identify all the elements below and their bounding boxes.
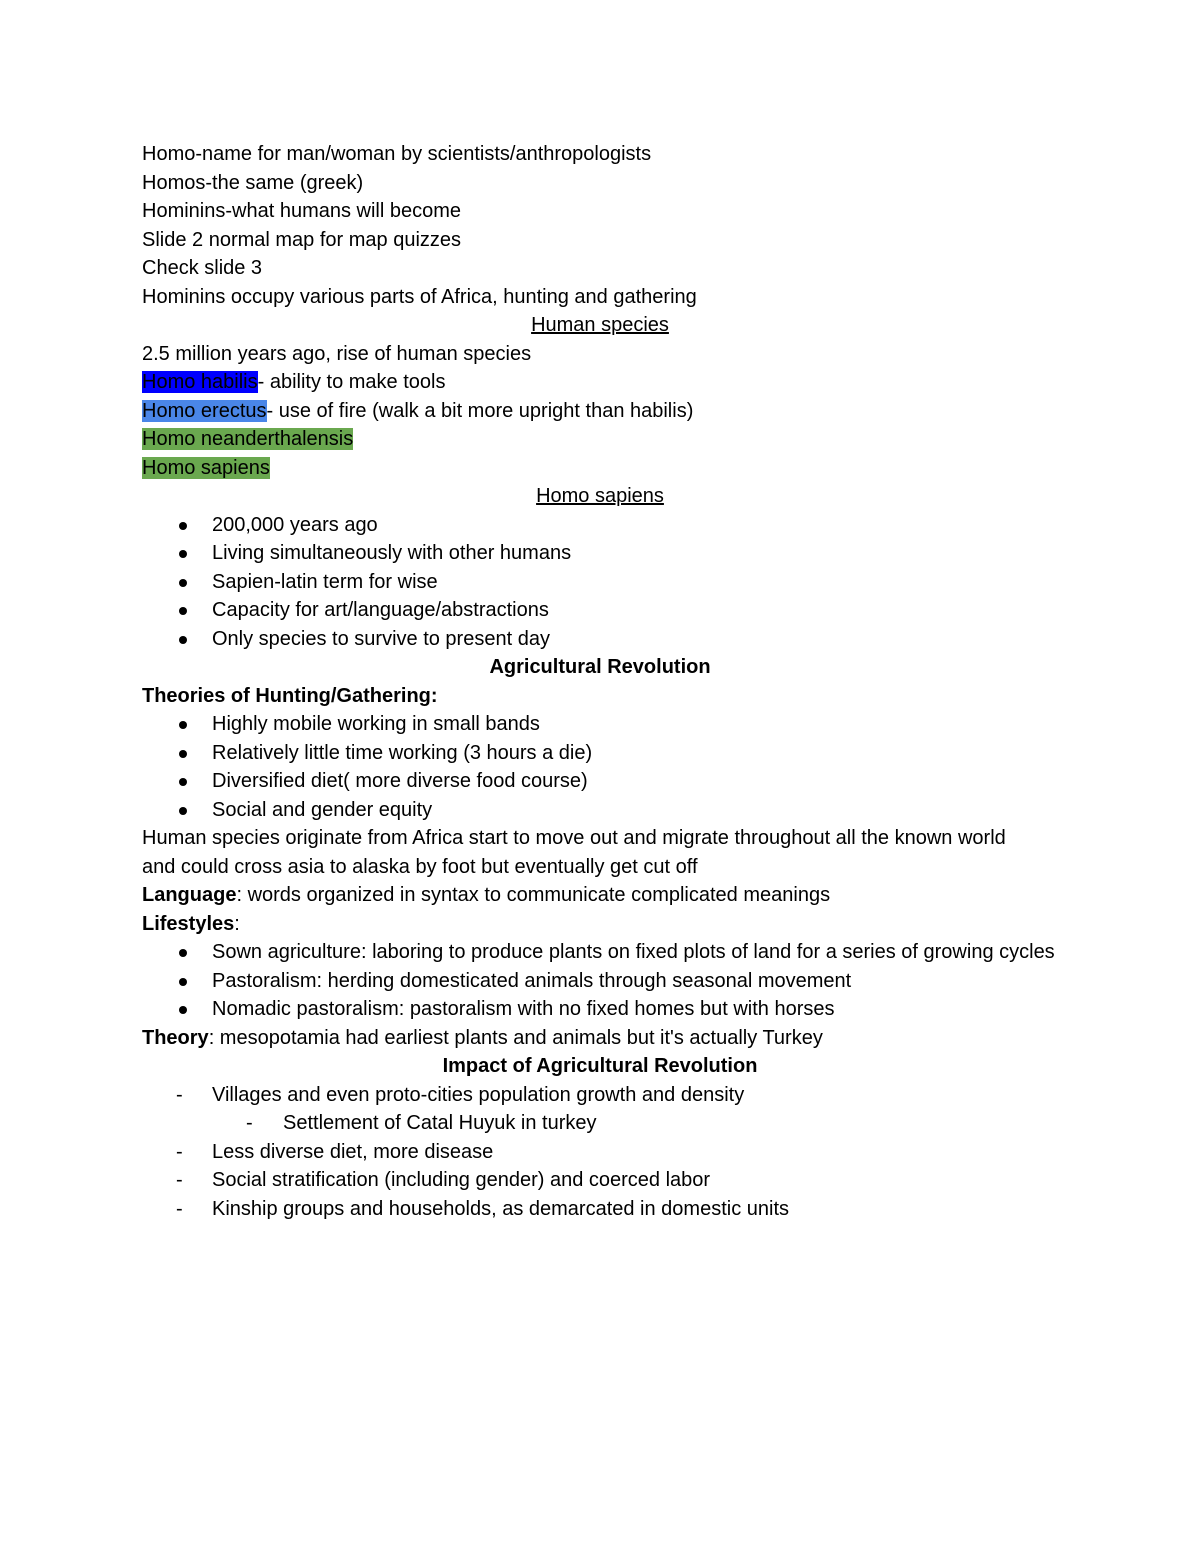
species-line-habilis <box>142 368 1062 397</box>
human-species-intro: 2.5 million years ago, rise of human species <box>142 342 532 365</box>
list-item-sub: - Settlement of Catal Huyuk in turkey <box>142 1109 1062 1138</box>
theory-line <box>142 1024 1062 1053</box>
species-desc-habilis: - ability to make tools <box>257 371 446 393</box>
theory-label: Theory <box>142 1026 209 1049</box>
migration-paragraph: Human species originate from Africa start to move out and migrate throughout all the known world and could cross asia to alaska by foot but eventually get cut off <box>142 827 1006 878</box>
intro-line: Hominins-what humans will become <box>142 200 462 222</box>
species-line-erectus <box>142 397 1062 426</box>
list-item: - Less diverse diet, more disease <box>142 1138 1062 1167</box>
list-item: Highly mobile working in small bands <box>142 710 1062 739</box>
language-label: Language <box>142 884 237 906</box>
human-species-heading-text: Human species <box>531 314 669 336</box>
agricultural-revolution-heading: Agricultural Revolution <box>489 656 711 678</box>
homo-sapiens-list <box>142 511 1062 654</box>
theories-list <box>142 710 1062 824</box>
theory-text: : mesopotamia had earliest plants and animals but it's actually Turkey <box>208 1026 823 1049</box>
list-item: Sapien-latin term for wise <box>142 568 1062 597</box>
list-item: Nomadic pastoralism: pastoralism with no fixed homes but with horses <box>142 995 1062 1024</box>
list-item: Diversified diet( more diverse food course) <box>142 767 1062 796</box>
list-item: Only species to survive to present day <box>142 625 1062 654</box>
language-line <box>142 881 1062 910</box>
species-name-neanderthalensis: Homo neanderthalensis <box>142 428 354 450</box>
impact-list <box>142 1081 1062 1224</box>
homo-sapiens-heading <box>142 482 1058 511</box>
list-item: Social and gender equity <box>142 796 1062 825</box>
impact-heading: Impact of Agricultural Revolution <box>442 1055 758 1077</box>
lifestyles-label: Lifestyles <box>142 912 235 935</box>
species-name-habilis: Homo habilis <box>142 371 258 393</box>
intro-line: Slide 2 normal map for map quizzes <box>142 228 462 251</box>
lifestyles-line <box>142 910 1062 939</box>
intro-line: Homos-the same (greek) <box>142 171 364 194</box>
theories-label: Theories of Hunting/Gathering: <box>142 684 438 707</box>
list-item: Living simultaneously with other humans <box>142 539 1062 568</box>
list-item: 200,000 years ago <box>142 511 1062 540</box>
intro-line: Check slide 3 <box>142 257 263 279</box>
list-item: Relatively little time working (3 hours a die) <box>142 739 1062 768</box>
species-name-sapiens: Homo sapiens <box>142 456 270 479</box>
homo-sapiens-heading-text: Homo sapiens <box>536 485 664 507</box>
species-name-erectus: Homo erectus <box>142 399 267 422</box>
language-text: : words organized in syntax to communicate complicated meanings <box>236 884 831 906</box>
lifestyles-list <box>142 938 1062 1024</box>
list-item: Pastoralism: herding domesticated animals through seasonal movement <box>142 967 1062 996</box>
intro-line: Hominins occupy various parts of Africa, hunting and gathering <box>142 285 697 308</box>
document-page <box>142 140 1062 1223</box>
species-line-sapiens <box>142 454 1062 483</box>
species-desc-erectus: - use of fire (walk a bit more upright than habilis) <box>266 399 694 422</box>
list-item: - Kinship groups and households, as demarcated in domestic units <box>142 1195 1062 1224</box>
intro-line: Homo-name for man/woman by scientists/anthropologists <box>142 143 652 165</box>
lifestyles-colon: : <box>234 912 240 935</box>
species-line-neanderthalensis <box>142 425 1062 454</box>
list-item: Capacity for art/language/abstractions <box>142 596 1062 625</box>
list-item: - Social stratification (including gender) and coerced labor <box>142 1166 1062 1195</box>
list-item: - Villages and even proto-cities population growth and density <box>142 1081 1062 1110</box>
list-item: Sown agriculture: laboring to produce plants on fixed plots of land for a series of growing cycles <box>142 938 1062 967</box>
human-species-heading <box>142 311 1058 340</box>
